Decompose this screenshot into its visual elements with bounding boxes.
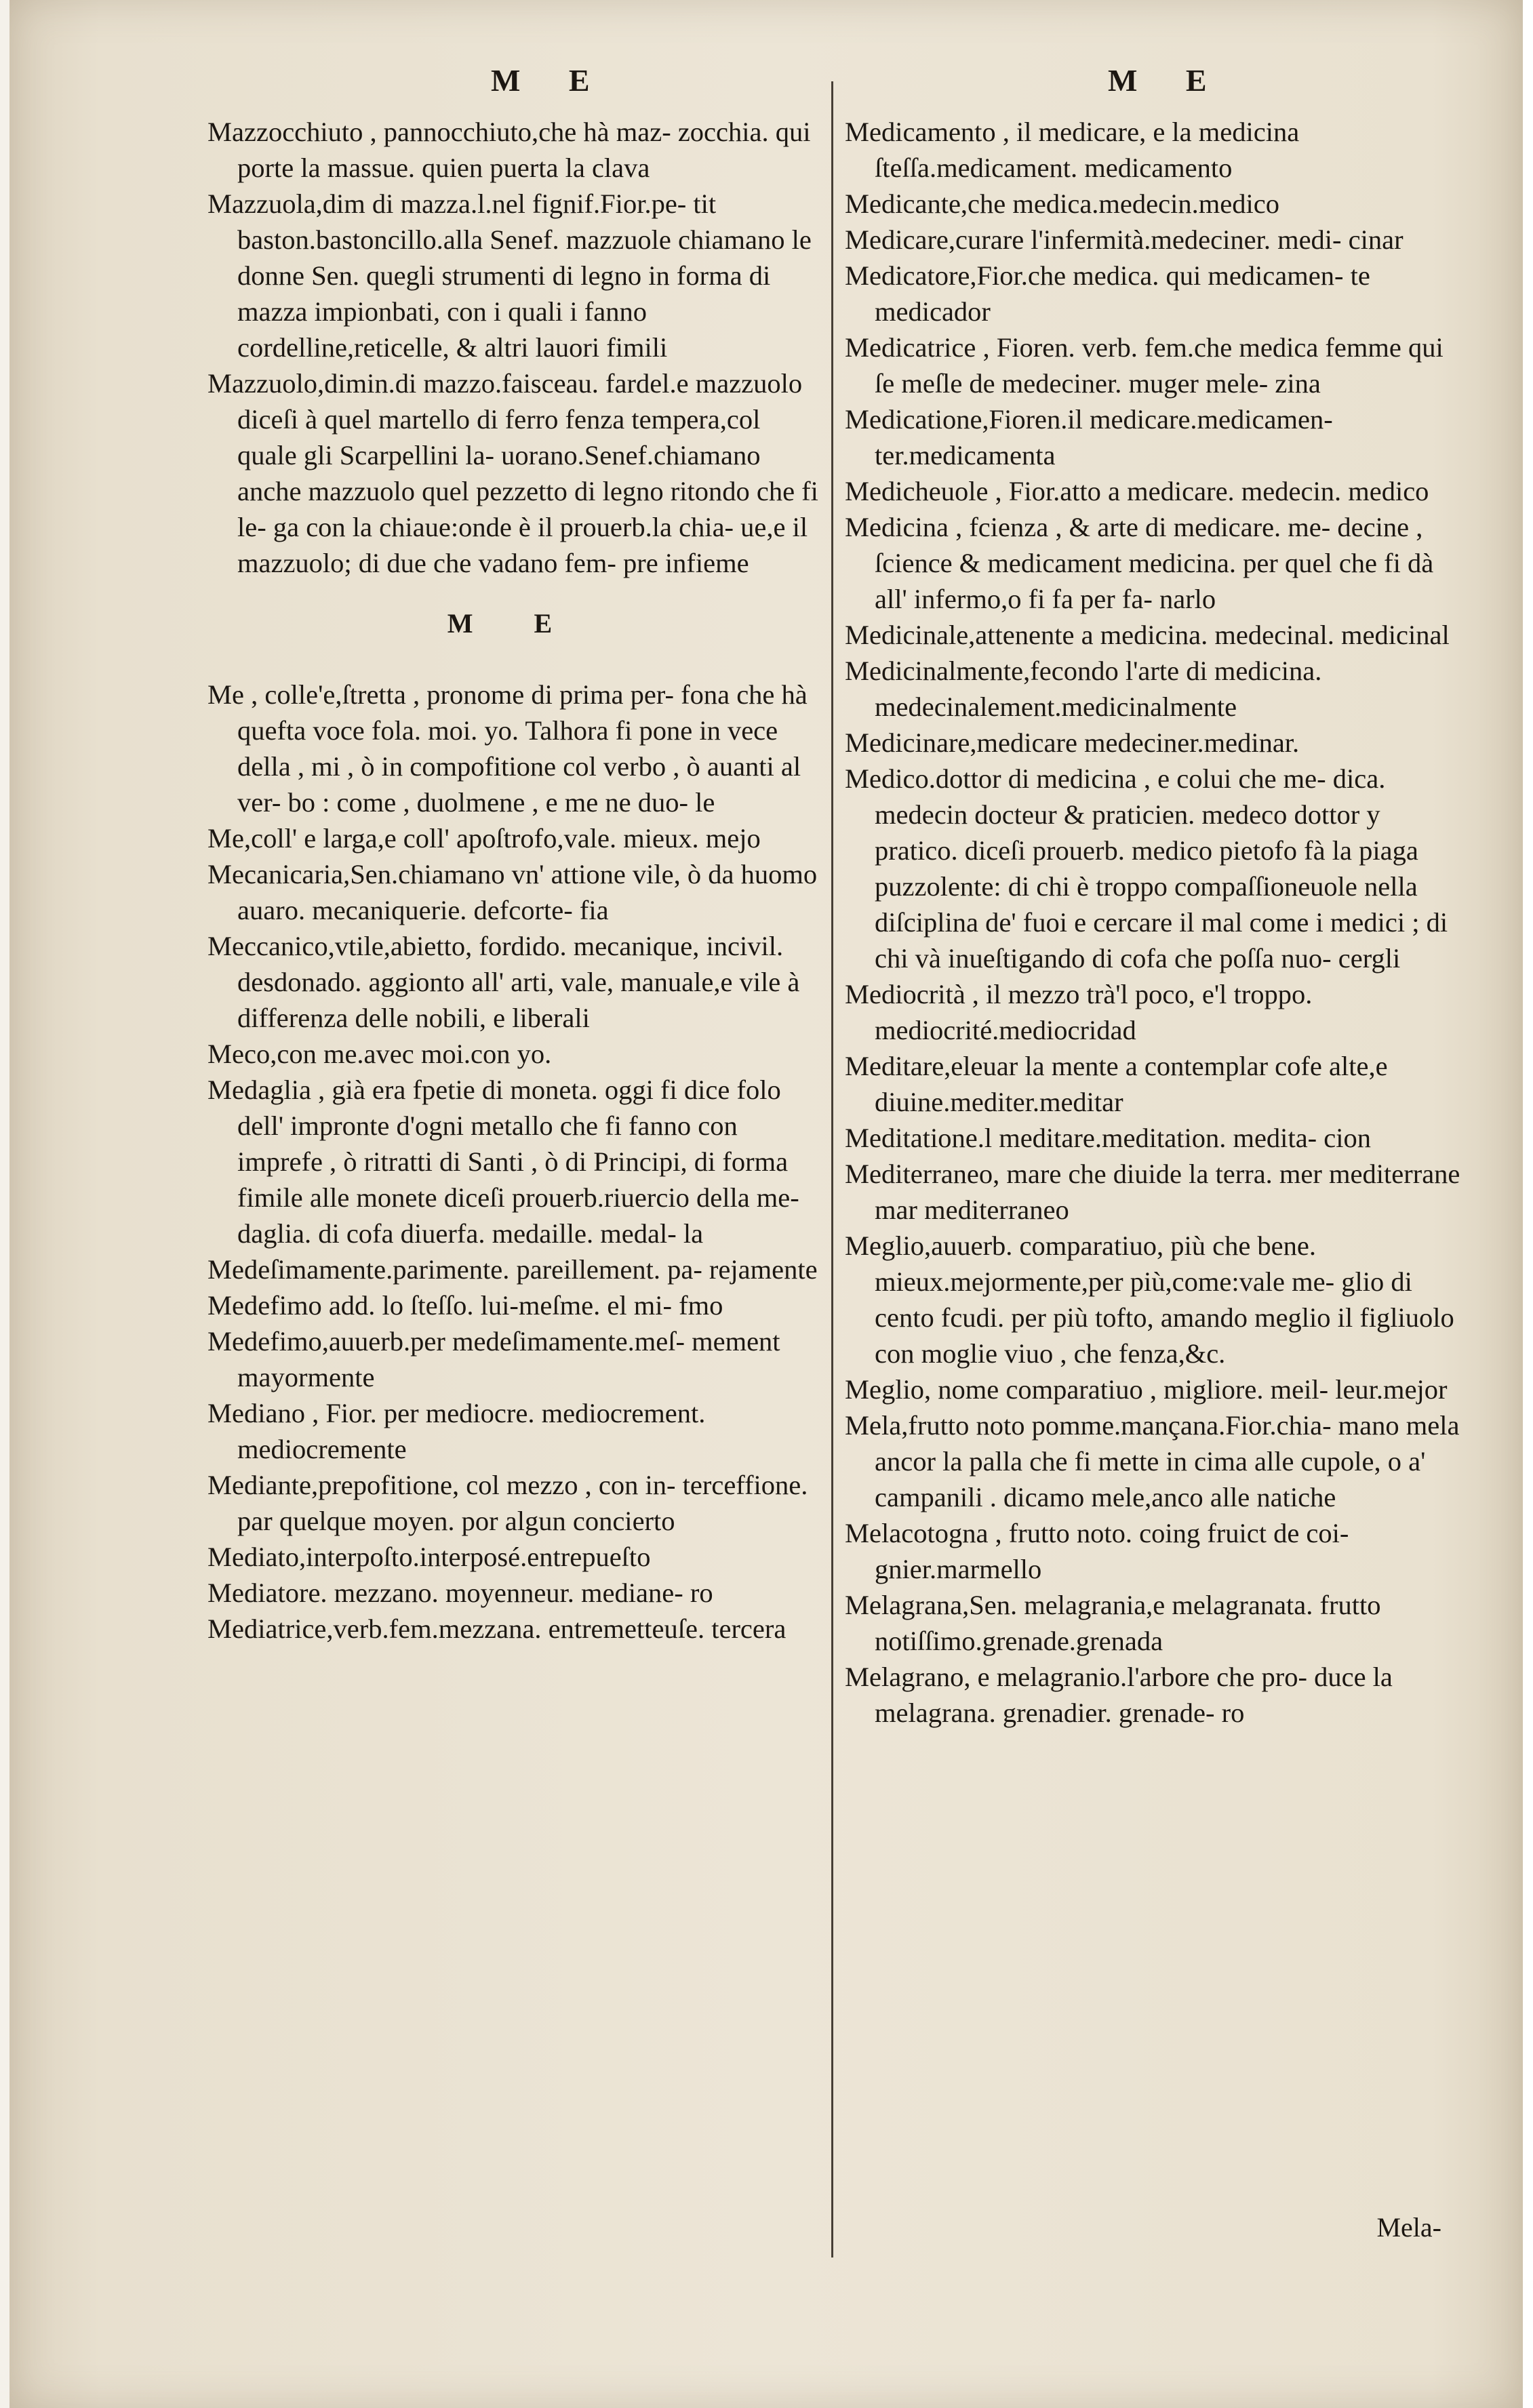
section-heading: M E (447, 608, 580, 639)
dictionary-entry: Mazzocchiuto , pannocchiuto,che hà maz- zocchia. qui porte la massue. quien puerta la clava (207, 117, 811, 183)
catchword: Mela- (1376, 2212, 1441, 2243)
dictionary-entry: Mediatore. mezzano. moyenneur. mediane- ro (207, 1578, 713, 1608)
dictionary-entry: Medicatore,Fior.che medica. qui medicamen- te medicador (845, 260, 1370, 327)
dictionary-entry: Mediano , Fior. per mediocre. mediocrement. mediocremente (207, 1398, 706, 1464)
dictionary-entry: Medaglia , già era fpetie di moneta. oggi fi dice folo dell' impronte d'ogni metallo che fi fanno con imprefe , ò ritratti di Santi , ò di Principi, di forma fimile alle monete diceſi prouerb.riuercio della me- daglia. di cofa diuerfa. medaille. medal- la (207, 1075, 799, 1249)
right-column (845, 114, 1465, 1731)
dictionary-entry: Medicamento , il medicare, e la medicina ſteſſa.medicament. medicamento (845, 117, 1300, 183)
dictionary-entry: Medicinale,attenente a medicina. medecinal. medicinal (845, 620, 1450, 650)
dictionary-entry: Mediante,prepofitione, col mezzo , con in- terceffione. par quelque moyen. por algun concierto (207, 1470, 808, 1536)
dictionary-entry: Medicheuole , Fior.atto a medicare. medecin. medico (845, 476, 1429, 506)
dictionary-entry: Medico.dottor di medicina , e colui che me- dica. medecin docteur & praticien. medeco dottor y pratico. diceſi prouerb. medico pietofo fà la piaga puzzolente: di chi è troppo compaſſioneuole nella diſciplina de' fuoi e cercare il mal come i medici ; di chi và inueſtigando di cofa che poſſa nuo- cergli (845, 763, 1448, 974)
running-head-left: M E (491, 63, 610, 98)
dictionary-entry: Meditare,eleuar la mente a contemplar cofe alte,e diuine.mediter.meditar (845, 1051, 1388, 1117)
dictionary-entry: Mecanicaria,Sen.chiamano vn' attione vile, ò da huomo auaro. mecaniquerie. defcorte- fia (207, 859, 818, 925)
dictionary-entry: Medicina , fcienza , & arte di medicare. me- decine , ſcience & medicament medicina. per quel che fi dà all' infermo,o fi fa per fa- narlo (845, 512, 1434, 614)
dictionary-entry: Melagrana,Sen. melagrania,e melagranata. frutto notiſſimo.grenade.grenada (845, 1590, 1381, 1656)
dictionary-entry: Meccanico,vtile,abietto, fordido. mecanique, incivil. desdonado. aggionto all' arti, vale, manuale,e vile à differenza delle nobili, e liberali (207, 931, 800, 1033)
dictionary-entry: Medicinalmente,fecondo l'arte di medicina. medecinalement.medicinalmente (845, 656, 1322, 722)
dictionary-entry: Medicatrice , Fioren. verb. fem.che medica femme qui ſe meſle de medeciner. muger mele- zina (845, 332, 1444, 399)
dictionary-entry: Melagrano, e melagranio.l'arbore che pro- duce la melagrana. grenadier. grenade- ro (845, 1662, 1393, 1728)
dictionary-entry: Medicante,che medica.medecin.medico (845, 188, 1279, 219)
dictionary-entry: Medicare,curare l'infermità.medeciner. medi- cinar (845, 224, 1403, 255)
dictionary-page (9, 0, 1523, 2408)
dictionary-entry: Mazzuolo,dimin.di mazzo.faisceau. fardel.e mazzuolo diceſi à quel martello di ferro fenza tempera,col quale gli Scarpellini la- uorano.Senef.chiamano anche mazzuolo quel pezzetto di legno ritondo che fi le- ga con la chiaue:onde è il prouerb.la chia- ue,e il mazzuolo; di due che vadano fem- pre infieme (207, 368, 818, 578)
dictionary-entry: Meglio,auuerb. comparatiuo, più che bene. mieux.mejormente,per più,come:vale me- glio di cento fcudi. per più tofto, amando meglio il figliuolo con moglie viuo , che fenza,&c. (845, 1230, 1454, 1369)
left-column (207, 114, 819, 1647)
dictionary-entry: Medicatione,Fioren.il medicare.medicamen- ter.medicamenta (845, 404, 1333, 470)
dictionary-entry: Melacotogna , frutto noto. coing fruict de coi- gnier.marmello (845, 1518, 1349, 1584)
dictionary-entry: Mediterraneo, mare che diuide la terra. mer mediterrane mar mediterraneo (845, 1159, 1460, 1225)
dictionary-entry: Meglio, nome comparatiuo , migliore. meil- leur.mejor (845, 1374, 1448, 1405)
dictionary-entry: Medeſimamente.parimente. pareillement. pa- rejamente (207, 1254, 818, 1285)
dictionary-entry: Mazzuola,dim di mazza.l.nel fignif.Fior.pe- tit baston.bastoncillo.alla Senef. mazzuole chiamano le donne Sen. quegli strumenti di legno in forma di mazza impionbati, con i quali i fanno cordelline,reticelle, & altri lauori fimili (207, 188, 812, 363)
dictionary-entry: Medefimo add. lo ſteſſo. lui-meſme. el mi- fmo (207, 1290, 723, 1321)
dictionary-entry: Me , colle'e,ſtretta , pronome di prima per- fona che hà quefta voce fola. moi. yo. Talhora fi pone in vece della , mi , ò in compofitione col verbo , ò auanti al ver- bo : come , duolmene , e me ne duo- le (207, 679, 808, 818)
dictionary-entry: Medefimo,auuerb.per medeſimamente.meſ- mement mayormente (207, 1326, 780, 1392)
dictionary-entry: Medicinare,medicare medeciner.medinar. (845, 727, 1300, 758)
dictionary-entry: Me,coll' e larga,e coll' apoſtrofo,vale. mieux. mejo (207, 823, 761, 854)
running-head-right: M E (1108, 63, 1227, 98)
dictionary-entry: Mediato,interpoſto.interposé.entrepueſto (207, 1542, 651, 1572)
dictionary-entry: Meditatione.l meditare.meditation. medita- cion (845, 1123, 1372, 1153)
dictionary-entry: Mela,frutto noto pomme.mançana.Fior.chia- mano mela ancor la palla che fi mette in cima alle cupole, o a' campanili . dicamo mele,anco alle natiche (845, 1410, 1460, 1512)
page-edge (0, 0, 9, 2408)
dictionary-entry: Mediocrità , il mezzo trà'l poco, e'l troppo. mediocrité.mediocridad (845, 979, 1313, 1045)
dictionary-entry: Mediatrice,verb.fem.mezzana. entremetteuſe. tercera (207, 1613, 787, 1644)
column-rule (831, 81, 833, 2258)
dictionary-entry: Meco,con me.avec moi.con yo. (207, 1039, 552, 1069)
